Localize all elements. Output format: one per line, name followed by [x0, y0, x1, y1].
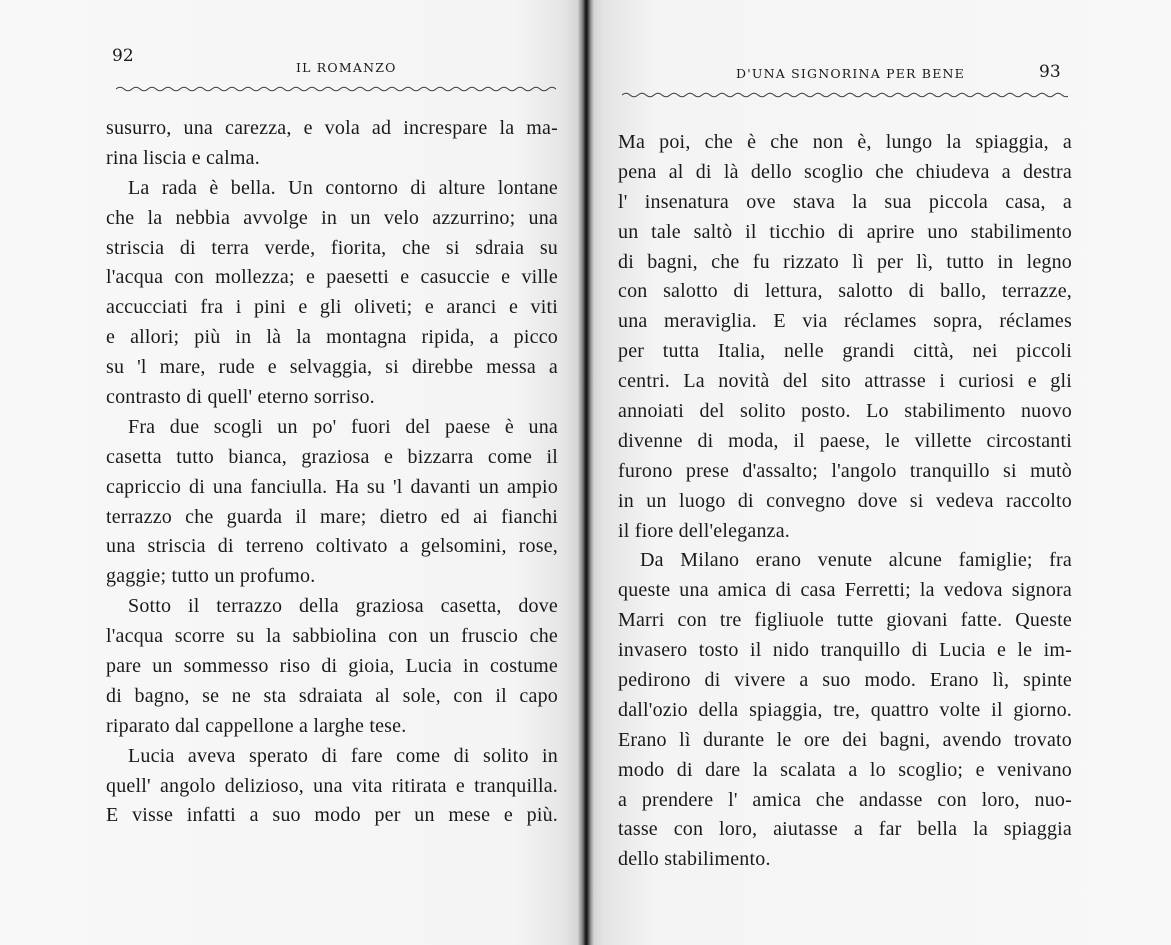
book-gutter: [578, 0, 594, 945]
text-line: un tale saltò il ticchio di aprire uno stabilimento: [618, 220, 1072, 243]
text-line: Da Milano erano venute alcune famiglie; fra: [640, 549, 1072, 572]
text-line: contrasto di quell' eterno sorriso.: [106, 386, 375, 409]
text-line: Lucia aveva sperato di fare come di solito in: [128, 744, 558, 767]
text-line: riparato dal cappellone a larghe tese.: [106, 714, 407, 737]
text-line: pedirono di vivere a suo modo. Erano lì, spinte: [618, 669, 1072, 692]
text-line: quell' angolo delizioso, una vita ritirata e tranquilla.: [106, 774, 558, 797]
text-line: su 'l mare, rude e selvaggia, si direbbe messa a: [106, 356, 558, 379]
text-line: il fiore dell'eleganza.: [618, 519, 791, 542]
right-running-head: D'UNA SIGNORINA PER BENE: [736, 66, 965, 81]
text-line: invasero tosto il nido tranquillo di Lucia e le im-: [618, 639, 1072, 662]
text-line: una meraviglia. E via réclames sopra, réclames: [618, 310, 1072, 333]
left-wavy-rule: [116, 84, 556, 94]
text-line: Ma poi, che è che non è, lungo la spiaggia, a: [618, 131, 1072, 153]
text-line: Erano lì durante le ore dei bagni, avendo trovato: [618, 728, 1072, 751]
text-line: casetta tutto bianca, graziosa e bizzarra come il: [106, 445, 558, 468]
left-page-number: 92: [112, 46, 134, 66]
text-line: annoiati del solito posto. Lo stabilimento nuovo: [618, 400, 1072, 423]
text-line: La rada è bella. Un contorno di alture lontane: [128, 176, 558, 199]
left-body-text: [106, 114, 558, 831]
text-line: tasse con loro, aiutasse a far bella la spiaggia: [618, 818, 1072, 841]
text-line: dall'ozio della spiaggia, tre, quattro volte il giorno.: [618, 698, 1072, 721]
text-line: modo di dare la scalata a lo scoglio; e venivano: [618, 758, 1072, 781]
text-line: terrazzo che guarda il mare; dietro ed ai fianchi: [106, 505, 558, 528]
text-line: Sotto il terrazzo della graziosa casetta, dove: [128, 595, 558, 618]
text-line: in un luogo di convegno dove si vedeva raccolto: [618, 489, 1072, 512]
text-line: di bagno, se ne sta sdraiata al sole, con il capo: [106, 684, 558, 707]
text-line: a prendere l' amica che andasse con loro, nuo-: [618, 788, 1072, 811]
text-line: e allori; più in là la montagna ripida, a picco: [106, 326, 558, 349]
right-body-text: [618, 128, 1072, 875]
right-wavy-rule: [622, 90, 1068, 100]
text-line: per tutta Italia, nelle grandi città, nei piccoli: [618, 340, 1072, 363]
text-line: divenne di moda, il paese, le villette circostanti: [618, 429, 1072, 452]
text-line: E visse infatti a suo modo per un mese e più.: [106, 804, 558, 827]
text-line: Marri con tre figliuole tutte giovani fatte. Queste: [618, 609, 1072, 632]
text-line: l' insenatura ove stava la sua piccola casa, a: [618, 190, 1072, 213]
text-line: striscia di terra verde, fiorita, che si sdraia su: [106, 236, 558, 259]
text-line: l'acqua scorre su la sabbiolina con un fruscio che: [106, 625, 558, 648]
text-line: centri. La novità del sito attrasse i curiosi e gli: [618, 370, 1072, 393]
text-line: che la nebbia avvolge in un velo azzurrino; una: [106, 206, 558, 229]
text-line: gaggie; tutto un profumo.: [106, 565, 316, 588]
text-line: una striscia di terreno coltivato a gelsomini, rose,: [106, 535, 558, 558]
text-line: di bagni, che fu rizzato lì per lì, tutto in legno: [618, 250, 1072, 273]
text-line: l'acqua con mollezza; e paesetti e casuccie e ville: [106, 266, 558, 289]
text-line: accucciati fra i pini e gli oliveti; e aranci e viti: [106, 296, 558, 319]
left-page: [0, 0, 585, 945]
text-line: furono prese d'assalto; l'angolo tranquillo si mutò: [618, 459, 1072, 482]
right-page: [586, 0, 1171, 945]
right-page-number: 93: [1039, 62, 1061, 82]
text-line: capriccio di una fanciulla. Ha su 'l davanti un ampio: [106, 475, 558, 498]
text-line: susurro, una carezza, e vola ad increspare la ma-: [106, 117, 558, 139]
left-running-head: IL ROMANZO: [296, 60, 397, 75]
text-line: con salotto di lettura, salotto di ballo, terrazze,: [618, 280, 1072, 303]
text-line: dello stabilimento.: [618, 848, 771, 871]
text-line: pena al di là dello scoglio che chiudeva a destra: [618, 160, 1072, 183]
text-line: rina liscia e calma.: [106, 146, 260, 169]
text-line: pare un sommesso riso di gioia, Lucia in costume: [106, 655, 558, 678]
text-line: queste una amica di casa Ferretti; la vedova signora: [618, 579, 1072, 602]
text-line: Fra due scogli un po' fuori del paese è una: [128, 415, 558, 438]
